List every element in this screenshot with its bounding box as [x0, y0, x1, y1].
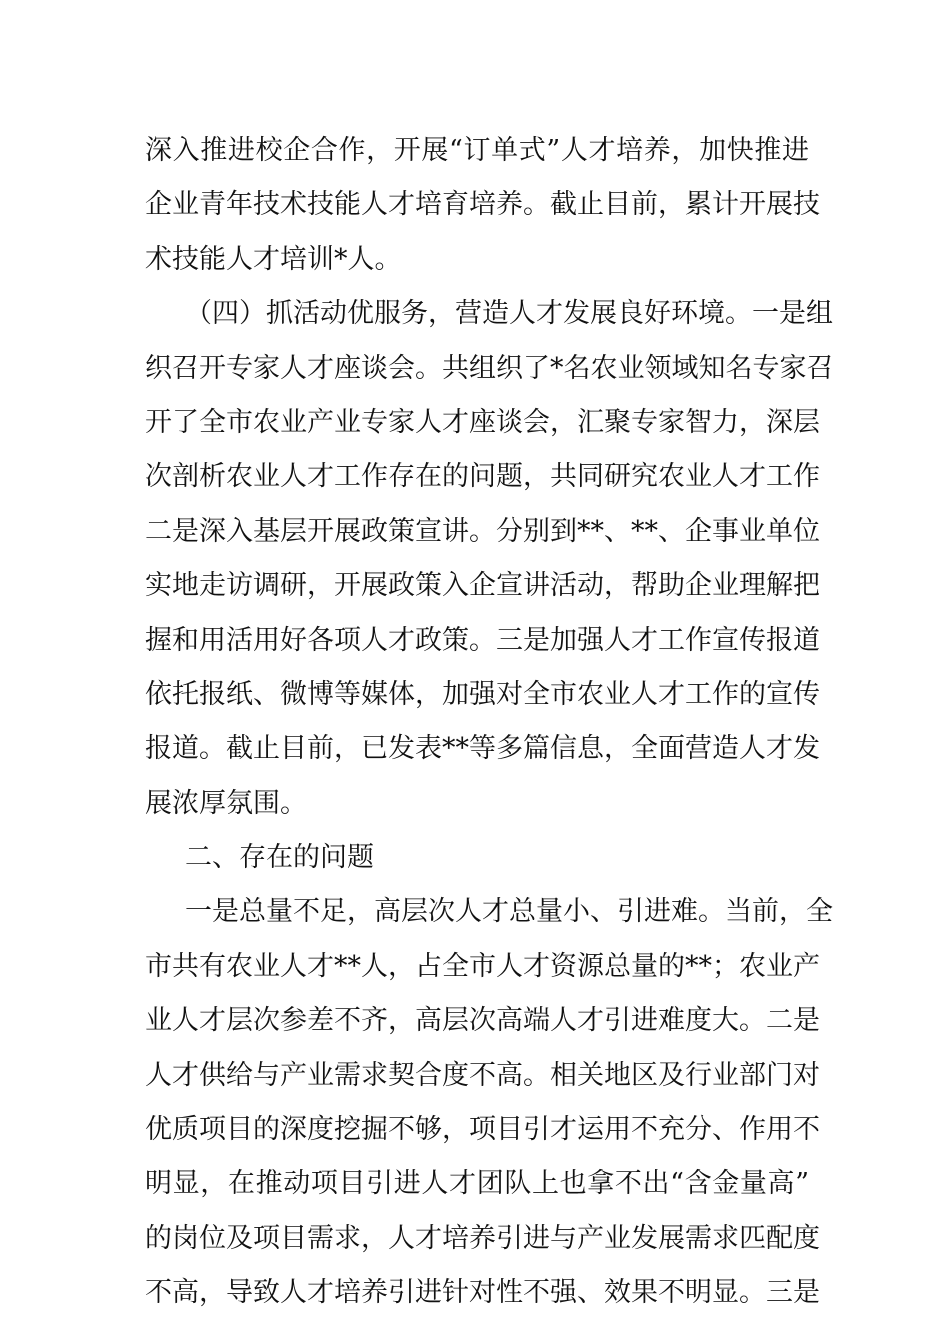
text-line: 企业青年技术技能人才培育培养。截止目前，累计开展技 [145, 189, 820, 221]
text-line: 业人才层次参差不齐，高层次高端人才引进难度大。二是 [145, 1005, 820, 1037]
text-line: 市共有农业人才**人，占全市人才资源总量的**；农业产 [145, 950, 820, 982]
document-body [145, 124, 834, 1321]
text-line: 不高，导致人才培养引进针对性不强、效果不明显。三是 [145, 1277, 820, 1309]
text-line: 开了全市农业产业专家人才座谈会，汇聚专家智力，深层 [145, 406, 820, 438]
text-line: 织召开专家人才座谈会。共组织了*名农业领域知名专家召 [145, 352, 834, 384]
text-line: 报道。截止目前，已发表**等多篇信息，全面营造人才发 [145, 733, 820, 765]
text-line: 实地走访调研，开展政策入企宣讲活动，帮助企业理解把 [145, 570, 820, 602]
text-line: 次剖析农业人才工作存在的问题，共同研究农业人才工作 [145, 461, 820, 493]
text-line: 展浓厚氛围。 [145, 787, 307, 819]
text-line: 的岗位及项目需求，人才培养引进与产业发展需求匹配度 [145, 1222, 820, 1254]
text-line: （四）抓活动优服务，营造人才发展良好环境。一是组 [185, 298, 833, 330]
text-line: 二、存在的问题 [185, 842, 374, 874]
text-line: 一是总量不足，高层次人才总量小、引进难。当前，全 [185, 896, 833, 928]
text-line: 术技能人才培训*人。 [145, 243, 402, 275]
text-line: 深入推进校企合作，开展“订单式”人才培养，加快推进 [145, 135, 809, 166]
text-line: 明显，在推动项目引进人才团队上也拿不出“含金量高” [145, 1168, 809, 1200]
text-line: 优质项目的深度挖掘不够，项目引才运用不充分、作用不 [145, 1114, 820, 1146]
text-line: 依托报纸、微博等媒体，加强对全市农业人才工作的宣传 [145, 678, 820, 710]
text-line: 握和用活用好各项人才政策。三是加强人才工作宣传报道 [145, 624, 820, 656]
text-line: 二是深入基层开展政策宣讲。分别到**、**、企事业单位 [145, 515, 820, 547]
text-line: 人才供给与产业需求契合度不高。相关地区及行业部门对 [145, 1059, 820, 1091]
